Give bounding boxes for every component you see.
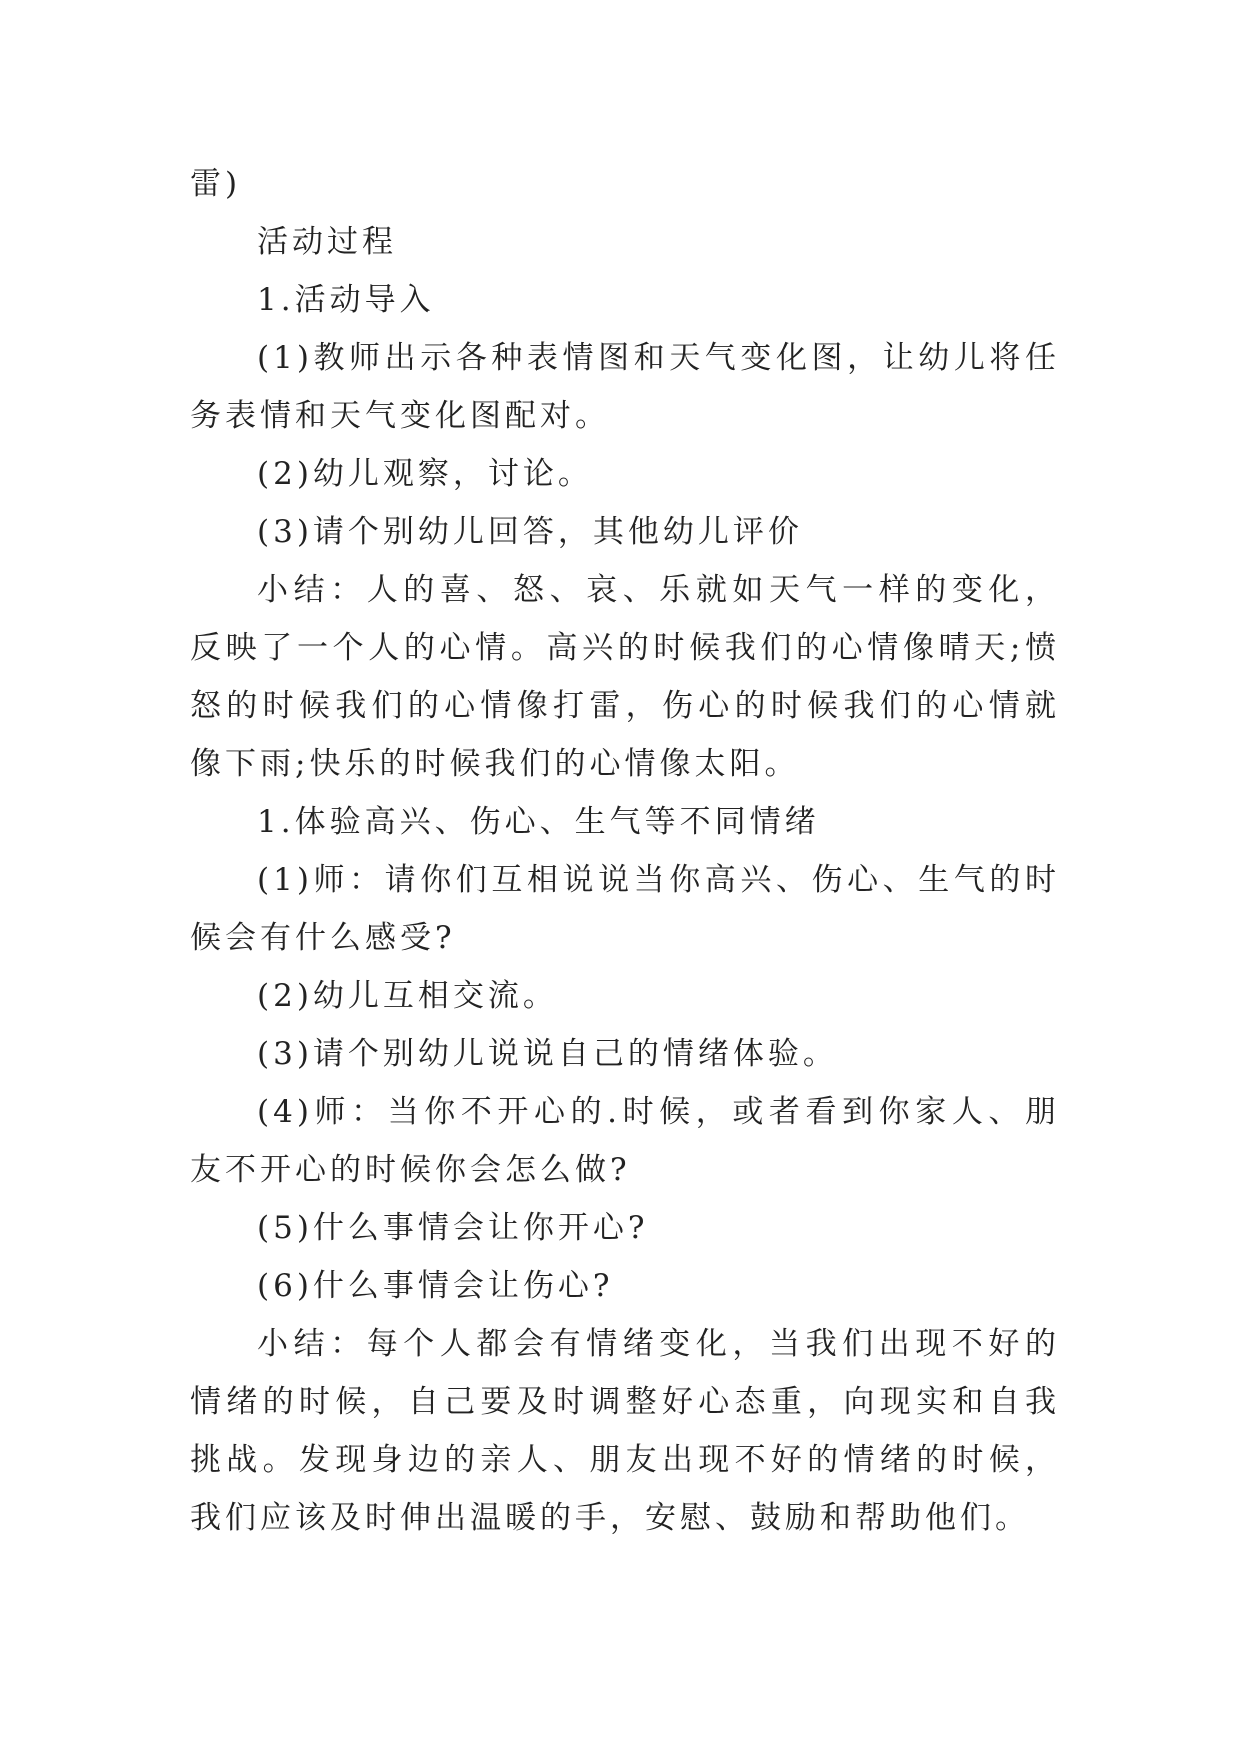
- list-item-intro-1: (1)教师出示各种表情图和天气变化图，让幼儿将任务表情和天气变化图配对。: [190, 340, 1060, 434]
- list-item-intro-2: (2)幼儿观察，讨论。: [257, 456, 593, 492]
- list-item-experience-1: (1)师：请你们互相说说当你高兴、伤心、生气的时候会有什么感受?: [190, 862, 1060, 956]
- document-body: [190, 155, 1060, 1547]
- summary-paragraph-2: 小结：每个人都会有情绪变化，当我们出现不好的情绪的时候，自己要及时调整好心态重，向现实和自我挑战。发现身边的亲人、朋友出现不好的情绪的时候，我们应该及时伸出温暖的手，安慰、鼓励和帮助他们。: [190, 1326, 1060, 1536]
- list-item-intro-3: (3)请个别幼儿回答，其他幼儿评价: [257, 514, 803, 550]
- list-item-experience-5: (5)什么事情会让你开心?: [257, 1210, 649, 1246]
- list-item-experience-3: (3)请个别幼儿说说自己的情绪体验。: [257, 1036, 838, 1072]
- list-item-experience-2: (2)幼儿互相交流。: [257, 978, 558, 1014]
- summary-paragraph-1: 小结：人的喜、怒、哀、乐就如天气一样的变化，反映了一个人的心情。高兴的时候我们的心情像晴天;愤怒的时候我们的心情像打雷，伤心的时候我们的心情就像下雨;快乐的时候我们的心情像太阳。: [190, 572, 1060, 782]
- section-heading-activity-process: 活动过程: [257, 224, 397, 260]
- list-item-experience-6: (6)什么事情会让伤心?: [257, 1268, 614, 1304]
- paragraph-continuation: 雷): [190, 166, 242, 202]
- list-item-experience-4: (4)师：当你不开心的.时候，或者看到你家人、朋友不开心的时候你会怎么做?: [190, 1094, 1060, 1188]
- subheading-activity-intro: 1.活动导入: [257, 282, 435, 318]
- subheading-emotion-experience: 1.体验高兴、伤心、生气等不同情绪: [257, 804, 820, 840]
